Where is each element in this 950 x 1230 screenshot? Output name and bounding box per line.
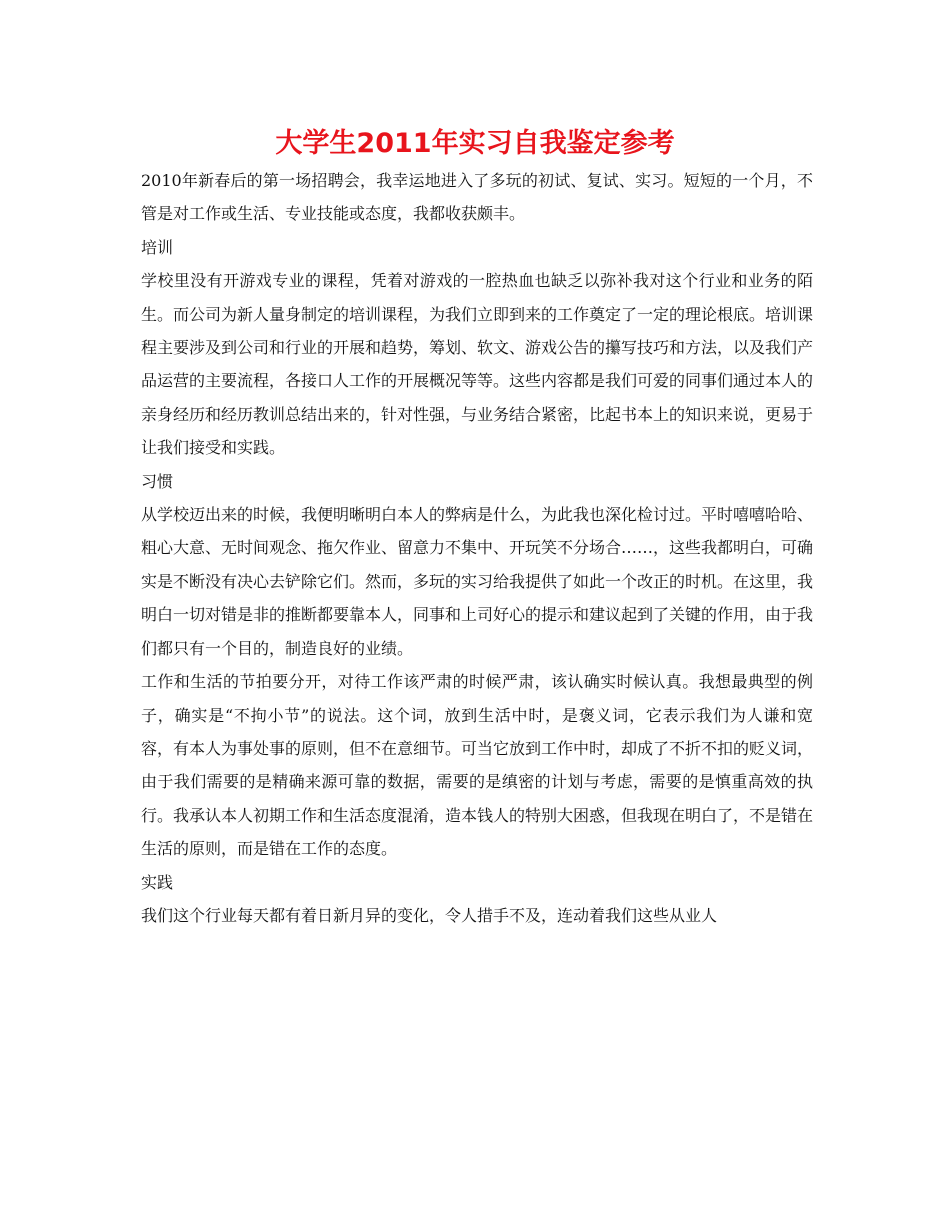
section-heading-practice: 实践 — [141, 872, 174, 892]
section-heading-habits: 习惯 — [141, 471, 174, 491]
training-paragraph: 学校里没有开游戏专业的课程，凭着对游戏的一腔热血也缺乏以弥补我对这个行业和业务的陌生。而公司为新人量身制定的培训课程，为我们立即到来的工作奠定了一定的理论根底。培训课程主要涉及到公司和行业的开展和趋势，筹划、软文、游戏公告的攥写技巧和方法，以及我们产品运营的主要流程，各接口人工作的开展概况等等。这些内容都是我们可爱的同事们通过本人的亲身经历和经历教训总结出来的，针对性强，与业务结合紧密，比起书本上的知识来说，更易于让我们接受和实践。 — [141, 271, 814, 458]
intro-paragraph: 2010年新春后的第一场招聘会，我幸运地进入了多玩的初试、复试、实习。短短的一个月，不管是对工作或生活、专业技能或态度，我都收获颇丰。 — [141, 171, 813, 224]
document-title: 大学生2011年实习自我鉴定参考 — [275, 128, 675, 159]
practice-paragraph: 我们这个行业每天都有着日新月异的变化，令人措手不及，连动着我们这些从业人 — [141, 905, 718, 925]
habits-paragraph-2: 工作和生活的节拍要分开，对待工作该严肃的时候严肃，该认确实时候认真。我想最典型的例子，确实是“不拘小节”的说法。这个词，放到生活中时，是褒义词，它表示我们为人谦和宽容，有本人为事处事的原则，但不在意细节。可当它放到工作中时，却成了不折不扣的贬义词，由于我们需要的是精确来源可靠的数据，需要的是缜密的计划与考虑，需要的是慎重高效的执行。我承认本人初期工作和生活态度混淆，造本钱人的特别大困惑，但我现在明白了，不是错在生活的原则，而是错在工作的态度。 — [141, 672, 814, 859]
section-heading-training: 培训 — [141, 237, 174, 257]
habits-paragraph-1: 从学校迈出来的时候，我便明晰明白本人的弊病是什么，为此我也深化检讨过。平时嘻嘻哈哈、粗心大意、无时间观念、拖欠作业、留意力不集中、开玩笑不分场合……，这些我都明白，可确实是不断没有决心去铲除它们。然而，多玩的实习给我提供了如此一个改正的时机。在这里，我明白一切对错是非的推断都要靠本人，同事和上司好心的提示和建议起到了关键的作用，由于我们都只有一个目的，制造良好的业绩。 — [141, 505, 814, 658]
document-body — [141, 164, 813, 932]
